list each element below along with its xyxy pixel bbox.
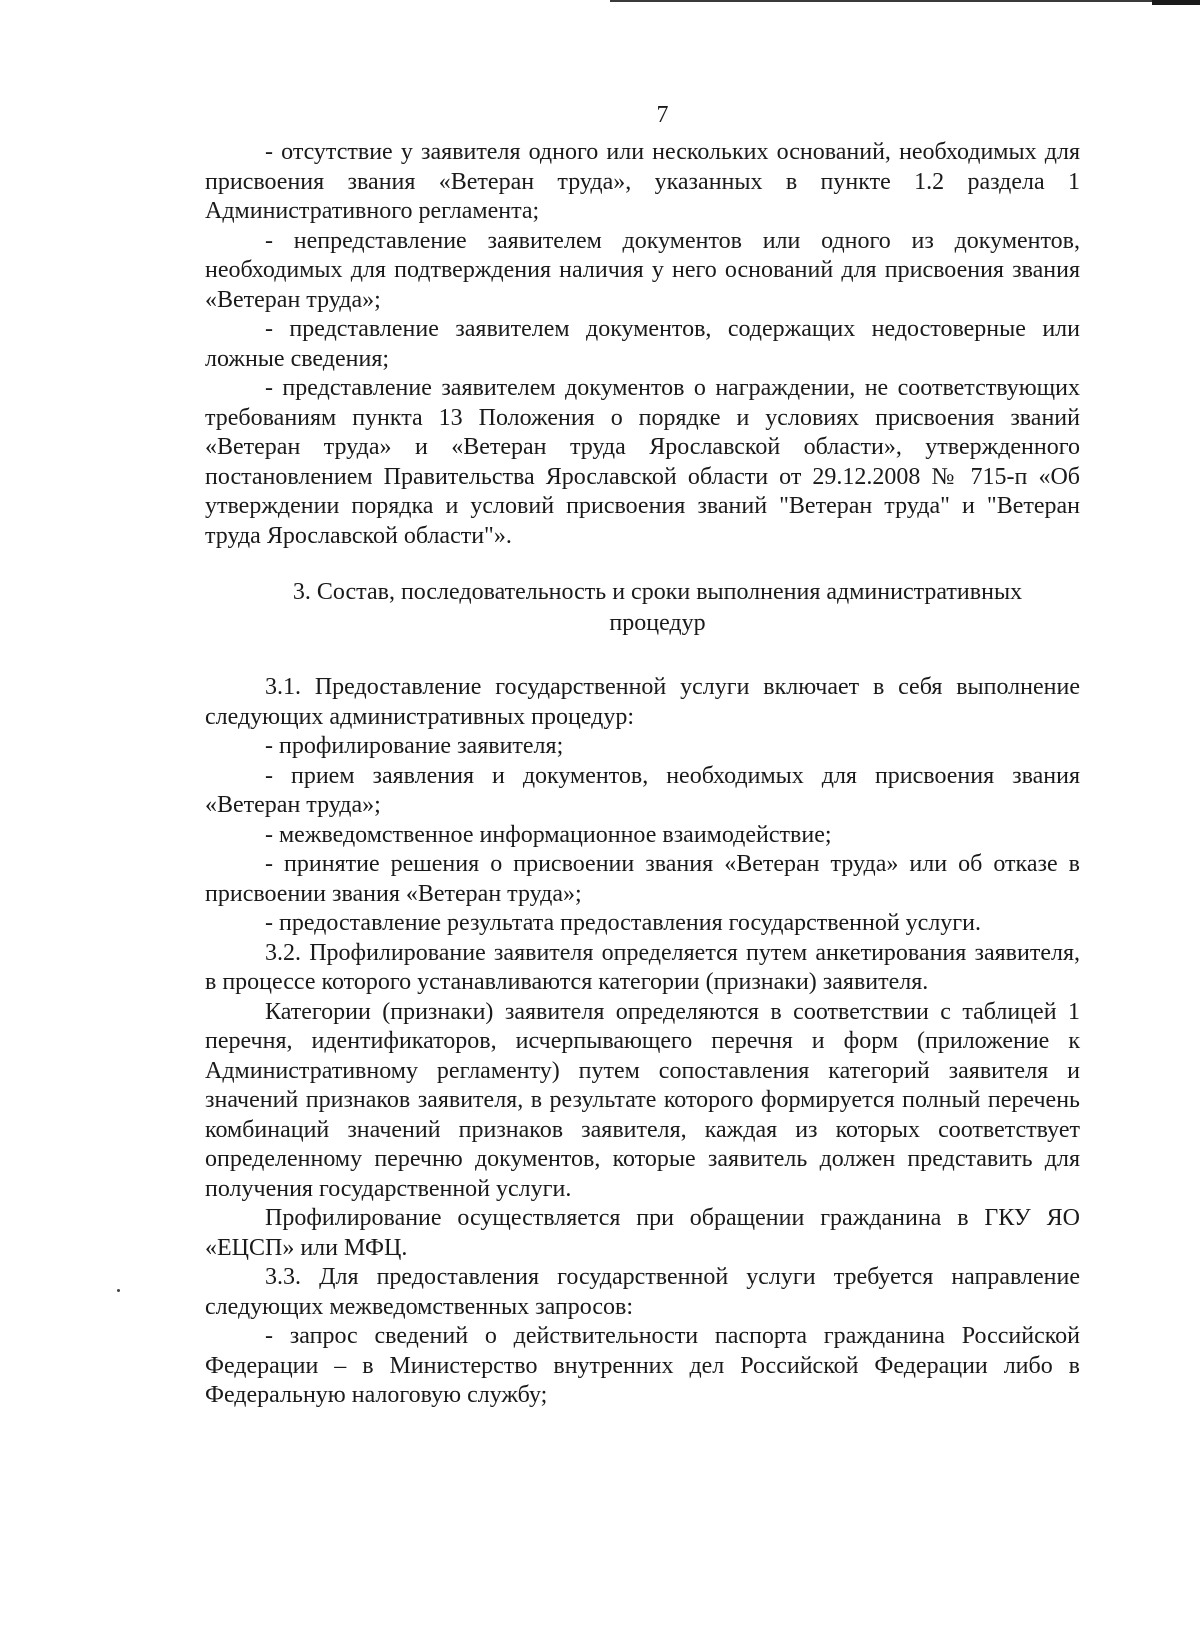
- scan-corner-mark: [1152, 0, 1200, 5]
- list-item-no-grounds: - отсутствие у заявителя одного или нескольких оснований, необходимых для присвоения звания «Ветеран труда», указанных в пункте 1.2 раздела 1 Административного регламента;: [205, 139, 1080, 224]
- list-item-no-documents: - непредставление заявителем документов или одного из документов, необходимых для подтверждения наличия у него оснований для присвоения звания «Ветеран труда»;: [205, 227, 1080, 313]
- list-item-award-documents: - представление заявителем документов о награждении, не соответствующих требованиям пункта 13 Положения о порядке и условиях присвоения званий «Ветеран труда» и «Ветеран труда Ярославской области», утвержденного постановлением Правительства Ярославской области от 29.12.2008 № 715-п «Об утверждении порядка и условий присвоения званий "Ветеран труда" и "Ветеран труда Ярославской области"».: [205, 375, 1080, 549]
- paragraph-categories: Категории (признаки) заявителя определяются в соответствии с таблицей 1 перечня, идентификаторов, исчерпывающего перечня и форм (приложение к Административному регламенту) путем сопоставления категорий заявителя и значений признаков заявителя, в результате которого формируется полный перечень комбинаций значений признаков заявителя, каждая из которых соответствует определенному перечню документов, которые заявитель должен представить для получения государственной услуги.: [205, 998, 1080, 1202]
- list-item-false-info: - представление заявителем документов, содержащих недостоверные или ложные сведения;: [205, 316, 1080, 372]
- list-item-profiling: - профилирование заявителя;: [265, 733, 564, 759]
- list-item-application-intake: - прием заявления и документов, необходимых для присвоения звания «Ветеран труда»;: [205, 762, 1080, 818]
- list-item-passport-request: - запрос сведений о действительности паспорта гражданина Российской Федерации – в Министерство внутренних дел Российской Федерации либо в Федеральную налоговую службу;: [205, 1323, 1080, 1408]
- scan-top-edge: [610, 0, 1200, 2]
- scan-dust-mark: [117, 1289, 120, 1292]
- clause-3-1: 3.1. Предоставление государственной услуги включает в себя выполнение следующих административных процедур:: [205, 674, 1080, 730]
- document-page: [205, 100, 1080, 1411]
- page-number: 7: [656, 102, 669, 128]
- paragraph-profiling-venue: Профилирование осуществляется при обращении гражданина в ГКУ ЯО «ЕЦСП» или МФЦ.: [205, 1205, 1080, 1261]
- list-item-result: - предоставление результата предоставления государственной услуги.: [265, 910, 981, 936]
- section-heading: 3. Состав, последовательность и сроки выполнения административных процедур: [292, 579, 1023, 636]
- clause-3-2: 3.2. Профилирование заявителя определяется путем анкетирования заявителя, в процессе которого устанавливаются категории (признаки) заявителя.: [205, 939, 1080, 995]
- clause-3-3: 3.3. Для предоставления государственной услуги требуется направление следующих межведомственных запросов:: [205, 1264, 1080, 1320]
- list-item-interagency: - межведомственное информационное взаимодействие;: [265, 821, 832, 848]
- list-item-decision: - принятие решения о присвоении звания «Ветеран труда» или об отказе в присвоении звания «Ветеран труда»;: [205, 851, 1080, 907]
